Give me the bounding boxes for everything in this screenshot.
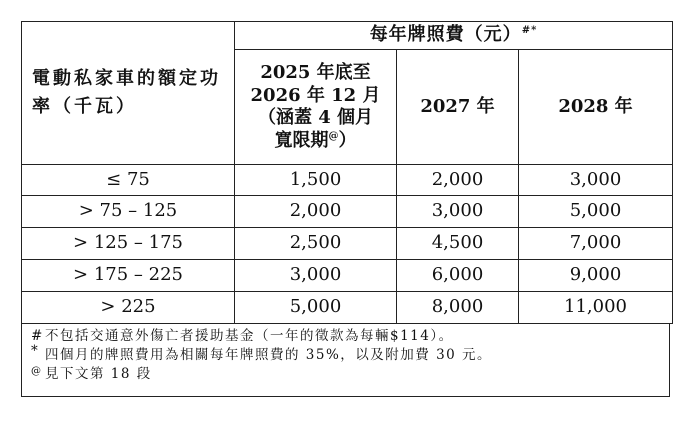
fee-cell: 3,000: [235, 260, 397, 292]
footnote-mark: #: [31, 328, 44, 344]
table-row: [22, 228, 673, 260]
footnote-star: [31, 342, 669, 365]
column-header-label: 2025 年底至 2026 年 12 月（涵蓋 4 個月寬限期: [250, 62, 381, 151]
power-band-cell: > 225: [22, 292, 235, 324]
table-row: [22, 196, 673, 228]
table-row: [22, 165, 673, 196]
footnote-mark: *: [31, 342, 40, 359]
column-header-2028: [519, 50, 673, 165]
fee-cell: 3,000: [397, 196, 519, 228]
licence-fee-table: [21, 21, 673, 324]
power-header-cell: [22, 22, 235, 165]
fee-table-container: [21, 21, 672, 409]
footnote-text: 不包括交通意外傷亡者援助基金（一年的徵款為每輛$114）。: [45, 328, 454, 344]
fee-cell: 9,000: [519, 260, 673, 292]
column-header-label: 2028 年: [558, 95, 633, 117]
fee-cell: 7,000: [519, 228, 673, 260]
footnote-at: [31, 365, 669, 384]
fee-cell: 2,500: [235, 228, 397, 260]
footnote-hash: [31, 327, 669, 346]
column-header-2027: [397, 50, 519, 165]
column-header-label: 2027 年: [420, 95, 495, 117]
fee-cell: 5,000: [235, 292, 397, 324]
table-row: [22, 260, 673, 292]
power-band-cell: > 75 – 125: [22, 196, 235, 228]
footnote-text: 四個月的牌照費用為相關每年牌照費的 35%，以及附加費 30 元。: [45, 346, 493, 363]
power-band-cell: > 125 – 175: [22, 228, 235, 260]
table-row: [22, 292, 673, 324]
column-header-2025-2026: [235, 50, 397, 165]
fee-group-marks: #*: [521, 25, 538, 37]
fee-cell: 4,500: [397, 228, 519, 260]
power-header-text: 電動私家車的額定功率（千瓦）: [32, 68, 221, 117]
column-header-tail: ）: [338, 129, 357, 151]
fee-cell: 2,000: [235, 196, 397, 228]
power-band-cell: ≤ 75: [22, 165, 235, 196]
fee-cell: 1,500: [235, 165, 397, 196]
fee-group-header-cell: [235, 22, 673, 50]
fee-cell: 6,000: [397, 260, 519, 292]
fee-cell: 3,000: [519, 165, 673, 196]
footnotes: [21, 324, 670, 397]
footnote-mark: @: [31, 365, 43, 377]
fee-cell: 11,000: [519, 292, 673, 324]
grace-period-mark: @: [328, 130, 339, 142]
fee-cell: 8,000: [397, 292, 519, 324]
fee-cell: 2,000: [397, 165, 519, 196]
footnote-text: 見下文第 18 段: [45, 365, 152, 382]
fee-group-header: 每年牌照費（元）: [369, 24, 522, 46]
fee-cell: 5,000: [519, 196, 673, 228]
power-band-cell: > 175 – 225: [22, 260, 235, 292]
